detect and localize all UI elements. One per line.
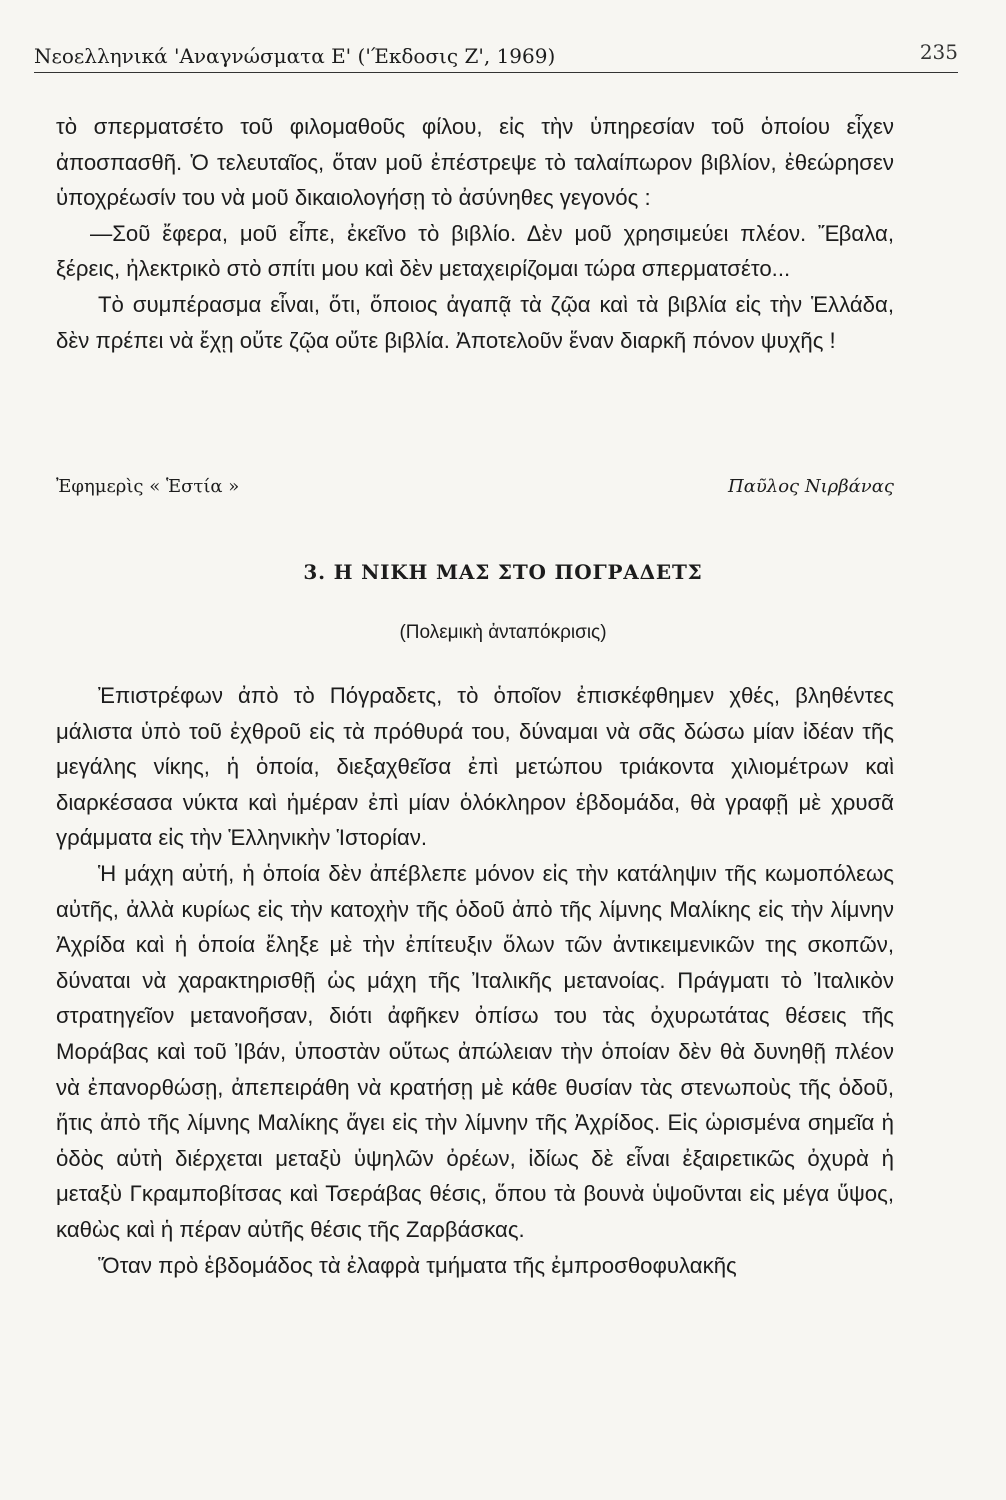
article-signature	[56, 476, 894, 510]
running-head-title: Νεοελληνικά 'Αναγνώσματα Ε' ('Έκδοσις Ζ', 1969)	[34, 44, 556, 68]
previous-article-text	[56, 109, 894, 358]
running-head	[34, 40, 958, 73]
source-credit: Ἐφημερὶς « Ἑστία »	[56, 476, 240, 497]
paragraph: τὸ σπερματσέτο τοῦ φιλομαθοῦς φίλου, εἰς τὴν ὑπηρεσίαν τοῦ ὁποίου εἶχεν ἀποσπασθῆ. Ὁ τελευταῖος, ὅταν μοῦ ἐπέστρεψε τὸ ταλαίπωρον βιβλίον, ἐθεώρησεν ὑποχρέωσίν του νὰ μοῦ δικαιολογήσῃ τὸ ἀσύνηθες γεγονός :	[56, 114, 894, 211]
page-number: 235	[919, 40, 958, 64]
section-text	[56, 678, 894, 1283]
section-heading: 3. Η ΝΙΚΗ ΜΑΣ ΣΤΟ ΠΟΓΡΑΔΕΤΣ	[303, 560, 703, 584]
paragraph: Τὸ συμπέρασμα εἶναι, ὅτι, ὅποιος ἀγαπᾷ τὰ ζῷα καὶ τὰ βιβλία εἰς τὴν Ἑλλάδα, δὲν πρέπει νὰ ἔχῃ οὔτε ζῷα οὔτε βιβλία. Ἀποτελοῦν ἕναν διαρκῆ πόνον ψυχῆς !	[56, 291, 894, 353]
paragraph: Ἐπιστρέφων ἀπὸ τὸ Πόγραδετς, τὸ ὁποῖον ἐπισκέφθημεν χθές, βληθέντες μάλιστα ὑπὸ τοῦ ἐχθροῦ εἰς τὰ πρόθυρά του, δύναμαι νὰ σᾶς δώσω μίαν ἰδέαν τῆς μεγάλης νίκης, ἡ ὁποία, διεξαχθεῖσα ἐπὶ μετώπου τριάκοντα χιλιομέτρων καὶ διαρκέσασα νύκτα καὶ ἡμέραν ἐπὶ μίαν ὁλόκληρον ἑβδομάδα, θὰ γραφῇ μὲ χρυσᾶ γράμματα εἰς τὴν Ἑλληνικὴν Ἱστορίαν.	[56, 683, 894, 851]
paragraph: Ἡ μάχη αὐτή, ἡ ὁποία δὲν ἀπέβλεπε μόνον εἰς τὴν κατάληψιν τῆς κωμοπόλεως αὐτῆς, ἀλλὰ κυρίως εἰς τὴν κατοχὴν τῆς ὁδοῦ ἀπὸ τῆς λίμνης Μαλίκης εἰς τὴν λίμνην Ἀχρίδα καὶ ἡ ὁποία ἔληξε μὲ τὴν ἐπίτευξιν ὅλων τῶν ἀντικειμενικῶν της σκοπῶν, δύναται νὰ χαρακτηρισθῇ ὡς μάχη τῆς Ἰταλικῆς μετανοίας. Πράγματι τὸ Ἰταλικὸν στρατηγεῖον μετανοῆσαν, διότι ἀφῆκεν ὀπίσω του τὰς ὀχυρωτάτας θέσεις τῆς Μοράβας καὶ τοῦ Ἰβάν, ὑποστὰν οὕτως ἀπώλειαν τὴν ὁποίαν δὲν θὰ δυνηθῇ πλέον νὰ ἐπανορθώσῃ, ἀπεπειράθη νὰ κρατήσῃ μὲ κάθε θυσίαν τὰς στενωποὺς τῆς ὁδοῦ, ἥτις ἀπὸ τῆς λίμνης Μαλίκης ἄγει εἰς τὴν λίμνην τῆς Ἀχρίδος. Εἰς ὡρισμένα σημεῖα ἡ ὁδὸς αὐτὴ διέρχεται μεταξὺ ὑψηλῶν ὀρέων, ἰδίως δὲ εἶναι ἐξαιρετικῶς ὀχυρὰ ἡ μεταξὺ Γκραμποβίτσας καὶ Τσεράβας θέσις, ὅπου τὰ βουνὰ ὑψοῦνται εἰς μέγα ὕψος, καθὼς καὶ ἡ πέραν αὐτῆς θέσις τῆς Ζαρβάσκας.	[56, 860, 894, 1242]
paragraph: —Σοῦ ἔφερα, μοῦ εἶπε, ἐκεῖνο τὸ βιβλίο. Δὲν μοῦ χρησιμεύει πλέον. Ἔβαλα, ξέρεις, ἠλεκτρικὸ στὸ σπίτι μου καὶ δὲν μεταχειρίζομαι τώρα σπερματσέτο...	[56, 220, 894, 282]
section-subtitle: (Πολεμικὴ ἀνταπόκρισις)	[399, 622, 607, 643]
author-name: Παῦλος Νιρβάνας	[728, 476, 894, 497]
paragraph: Ὅταν πρὸ ἑβδομάδος τὰ ἐλαφρὰ τμήματα τῆς ἐμπροσθοφυλακῆς	[98, 1252, 737, 1278]
